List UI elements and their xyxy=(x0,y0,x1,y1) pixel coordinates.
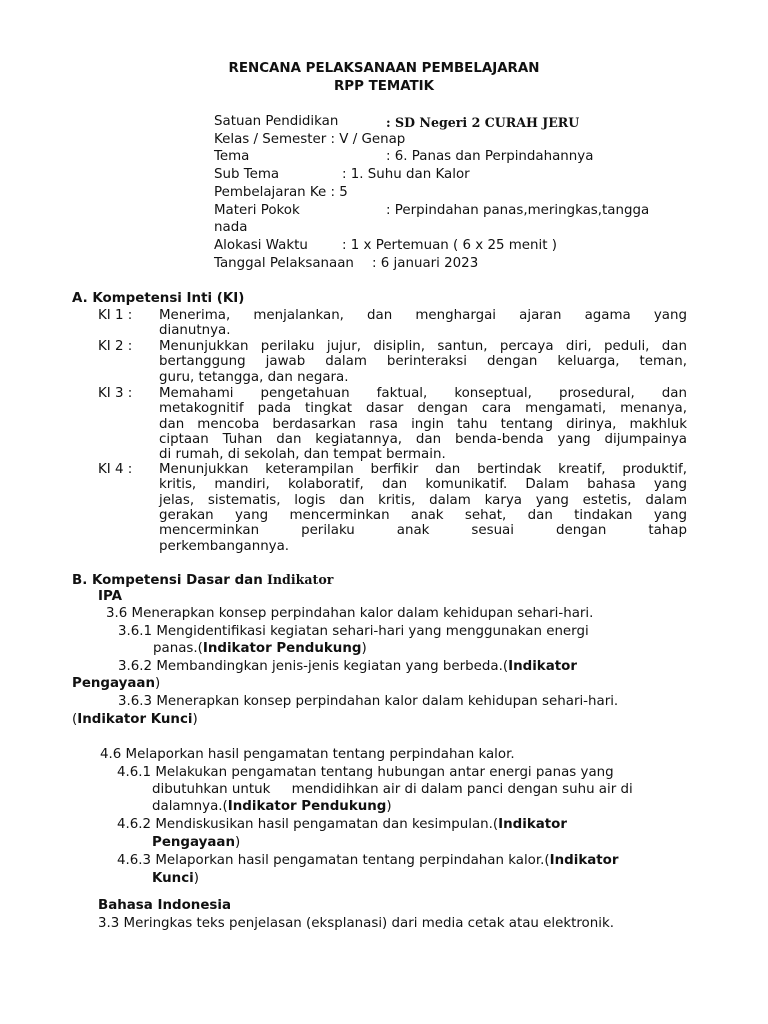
ki-text-line: guru, tetangga, dan negara. xyxy=(159,369,349,385)
indikator-tag: Indikator xyxy=(549,853,619,868)
ki-text-line: perkembangannya. xyxy=(159,538,290,554)
ki-label: KI 1 : xyxy=(98,308,133,323)
ki-text-line: dianutnya. xyxy=(159,323,231,339)
indikator-4-6-3-line1 xyxy=(117,853,618,868)
indikator-4-6-1-line3 xyxy=(152,799,392,814)
indikator-text: panas.( xyxy=(153,641,203,656)
materi-cont: nada xyxy=(214,220,248,235)
satuan-value: : SD Negeri 2 CURAH JERU xyxy=(386,115,580,130)
section-b-heading-serif: Indikator xyxy=(267,572,334,587)
kd-3-6: 3.6 Menerapkan konsep perpindahan kalor dalam kehidupan sehari-hari. xyxy=(106,606,594,621)
indikator-text: 3.6.2 Membandingkan jenis-jenis kegiatan yang berbeda.( xyxy=(118,659,509,674)
kelas-semester: Kelas / Semester : V / Genap xyxy=(214,132,406,147)
indikator-tag: Pengayaan xyxy=(152,835,235,850)
indikator-3-6-2-line1 xyxy=(118,659,577,674)
ki-text-line: di rumah, di sekolah, dan tempat bermain. xyxy=(159,447,446,463)
subtema-value: : 1. Suhu dan Kalor xyxy=(342,167,470,182)
title-line-2: RPP TEMATIK xyxy=(333,79,435,94)
ki-text-line: Menerima, menjalankan, dan menghargai ajaran agama yang xyxy=(159,308,687,323)
indikator-close: ) xyxy=(193,871,199,886)
ki-text-line: bertanggung jawab dalam berinteraksi dengan keluarga, teman, xyxy=(159,354,687,370)
title-line-1: RENCANA PELAKSANAAN PEMBELAJARAN xyxy=(228,61,540,76)
indikator-tag: Indikator Kunci xyxy=(77,712,193,727)
indikator-text: 4.6.2 Mendiskusikan hasil pengamatan dan kesimpulan.( xyxy=(117,817,499,832)
materi-value: : Perpindahan panas,meringkas,tangga xyxy=(386,203,650,218)
ki-text-line: Menunjukkan perilaku jujur, disiplin, santun, percaya diri, peduli, dan xyxy=(159,339,687,354)
indikator-tag: Indikator Pendukung xyxy=(227,799,387,814)
ki-text-line: Memahami pengetahuan faktual, konseptual, prosedural, dan xyxy=(159,386,687,401)
alokasi-value: : 1 x Pertemuan ( 6 x 25 menit ) xyxy=(342,238,557,253)
materi-label: Materi Pokok xyxy=(214,203,300,218)
tanggal-label: Tanggal Pelaksanaan xyxy=(214,256,354,271)
kd-4-6: 4.6 Melaporkan hasil pengamatan tentang perpindahan kalor. xyxy=(100,747,515,762)
indikator-4-6-2-line2 xyxy=(152,835,240,850)
ki-text-line: dan mencoba berdasarkan rasa ingin tahu tentang dirinya, makhluk xyxy=(159,416,687,432)
alokasi-label: Alokasi Waktu xyxy=(214,238,308,253)
indikator-4-6-3-line2 xyxy=(152,871,199,886)
indikator-4-6-1-line2: dibutuhkan untuk mendidihkan air di dalam panci dengan suhu air di xyxy=(152,782,633,797)
ki-label: KI 4 : xyxy=(98,462,133,477)
bahasa-indonesia-label: Bahasa Indonesia xyxy=(98,898,231,913)
kd-3-3: 3.3 Meringkas teks penjelasan (eksplanasi) dari media cetak atau elektronik. xyxy=(98,916,614,931)
ki-text-line: Menunjukkan keterampilan berfikir dan bertindak kreatif, produktif, xyxy=(159,462,687,477)
ki-text-line: gerakan yang mencerminkan anak sehat, dan tindakan yang xyxy=(159,507,687,523)
ki-text-line: metakognitif pada tingkat dasar dengan cara mengamati, menanya, xyxy=(159,401,687,417)
indikator-3-6-2-line2 xyxy=(72,676,160,691)
satuan-label: Satuan Pendidikan xyxy=(214,114,339,129)
ki-text-line: jelas, sistematis, logis dan kritis, dalam karya yang estetis, dalam xyxy=(159,492,687,508)
indikator-close: ) xyxy=(192,712,198,727)
indikator-tag: Indikator xyxy=(508,659,577,674)
indikator-3-6-3-line1: 3.6.3 Menerapkan konsep perpindahan kalor dalam kehidupan sehari-hari. xyxy=(118,694,619,709)
ki-label: KI 3 : xyxy=(98,386,133,401)
indikator-tag: Pengayaan xyxy=(72,676,155,691)
indikator-open: ( xyxy=(72,712,78,727)
section-a-heading: A. Kompetensi Inti (KI) xyxy=(72,291,245,306)
indikator-close: ) xyxy=(361,641,367,656)
indikator-tag: Indikator Pendukung xyxy=(202,641,362,656)
ipa-label: IPA xyxy=(98,589,122,604)
indikator-text: dalamnya.( xyxy=(152,799,228,814)
section-b-heading-text: B. Kompetensi Dasar dan xyxy=(72,573,263,588)
ki-text-line: mencerminkan perilaku anak sesuai dengan tahap xyxy=(159,523,687,539)
tema-value: : 6. Panas dan Perpindahannya xyxy=(386,149,594,164)
indikator-close: ) xyxy=(154,676,161,691)
indikator-3-6-1-line1: 3.6.1 Mengidentifikasi kegiatan sehari-hari yang menggunakan energi xyxy=(118,624,589,639)
indikator-text: 4.6.3 Melaporkan hasil pengamatan tentang perpindahan kalor.( xyxy=(117,853,550,868)
ki-label: KI 2 : xyxy=(98,339,133,354)
indikator-4-6-2-line1 xyxy=(117,817,567,832)
tema-label: Tema xyxy=(214,149,250,164)
pembelajaran-ke: Pembelajaran Ke : 5 xyxy=(214,185,348,200)
indikator-4-6-1-line1: 4.6.1 Melakukan pengamatan tentang hubungan antar energi panas yang xyxy=(117,765,614,780)
indikator-close: ) xyxy=(234,835,241,850)
indikator-3-6-3-line2 xyxy=(72,712,198,727)
indikator-close: ) xyxy=(386,799,392,814)
indikator-tag: Indikator xyxy=(498,817,567,832)
indikator-tag: Kunci xyxy=(152,871,194,886)
ki-text-line: ciptaan Tuhan dan kegiatannya, dan benda-benda yang dijumpainya xyxy=(159,431,687,447)
subtema-label: Sub Tema xyxy=(214,167,280,182)
ki-text-line: kritis, mandiri, kolaboratif, dan komunikatif. Dalam bahasa yang xyxy=(159,477,687,493)
section-b-heading xyxy=(72,572,333,588)
tanggal-value: : 6 januari 2023 xyxy=(372,256,479,271)
indikator-3-6-1-line2 xyxy=(153,641,367,656)
